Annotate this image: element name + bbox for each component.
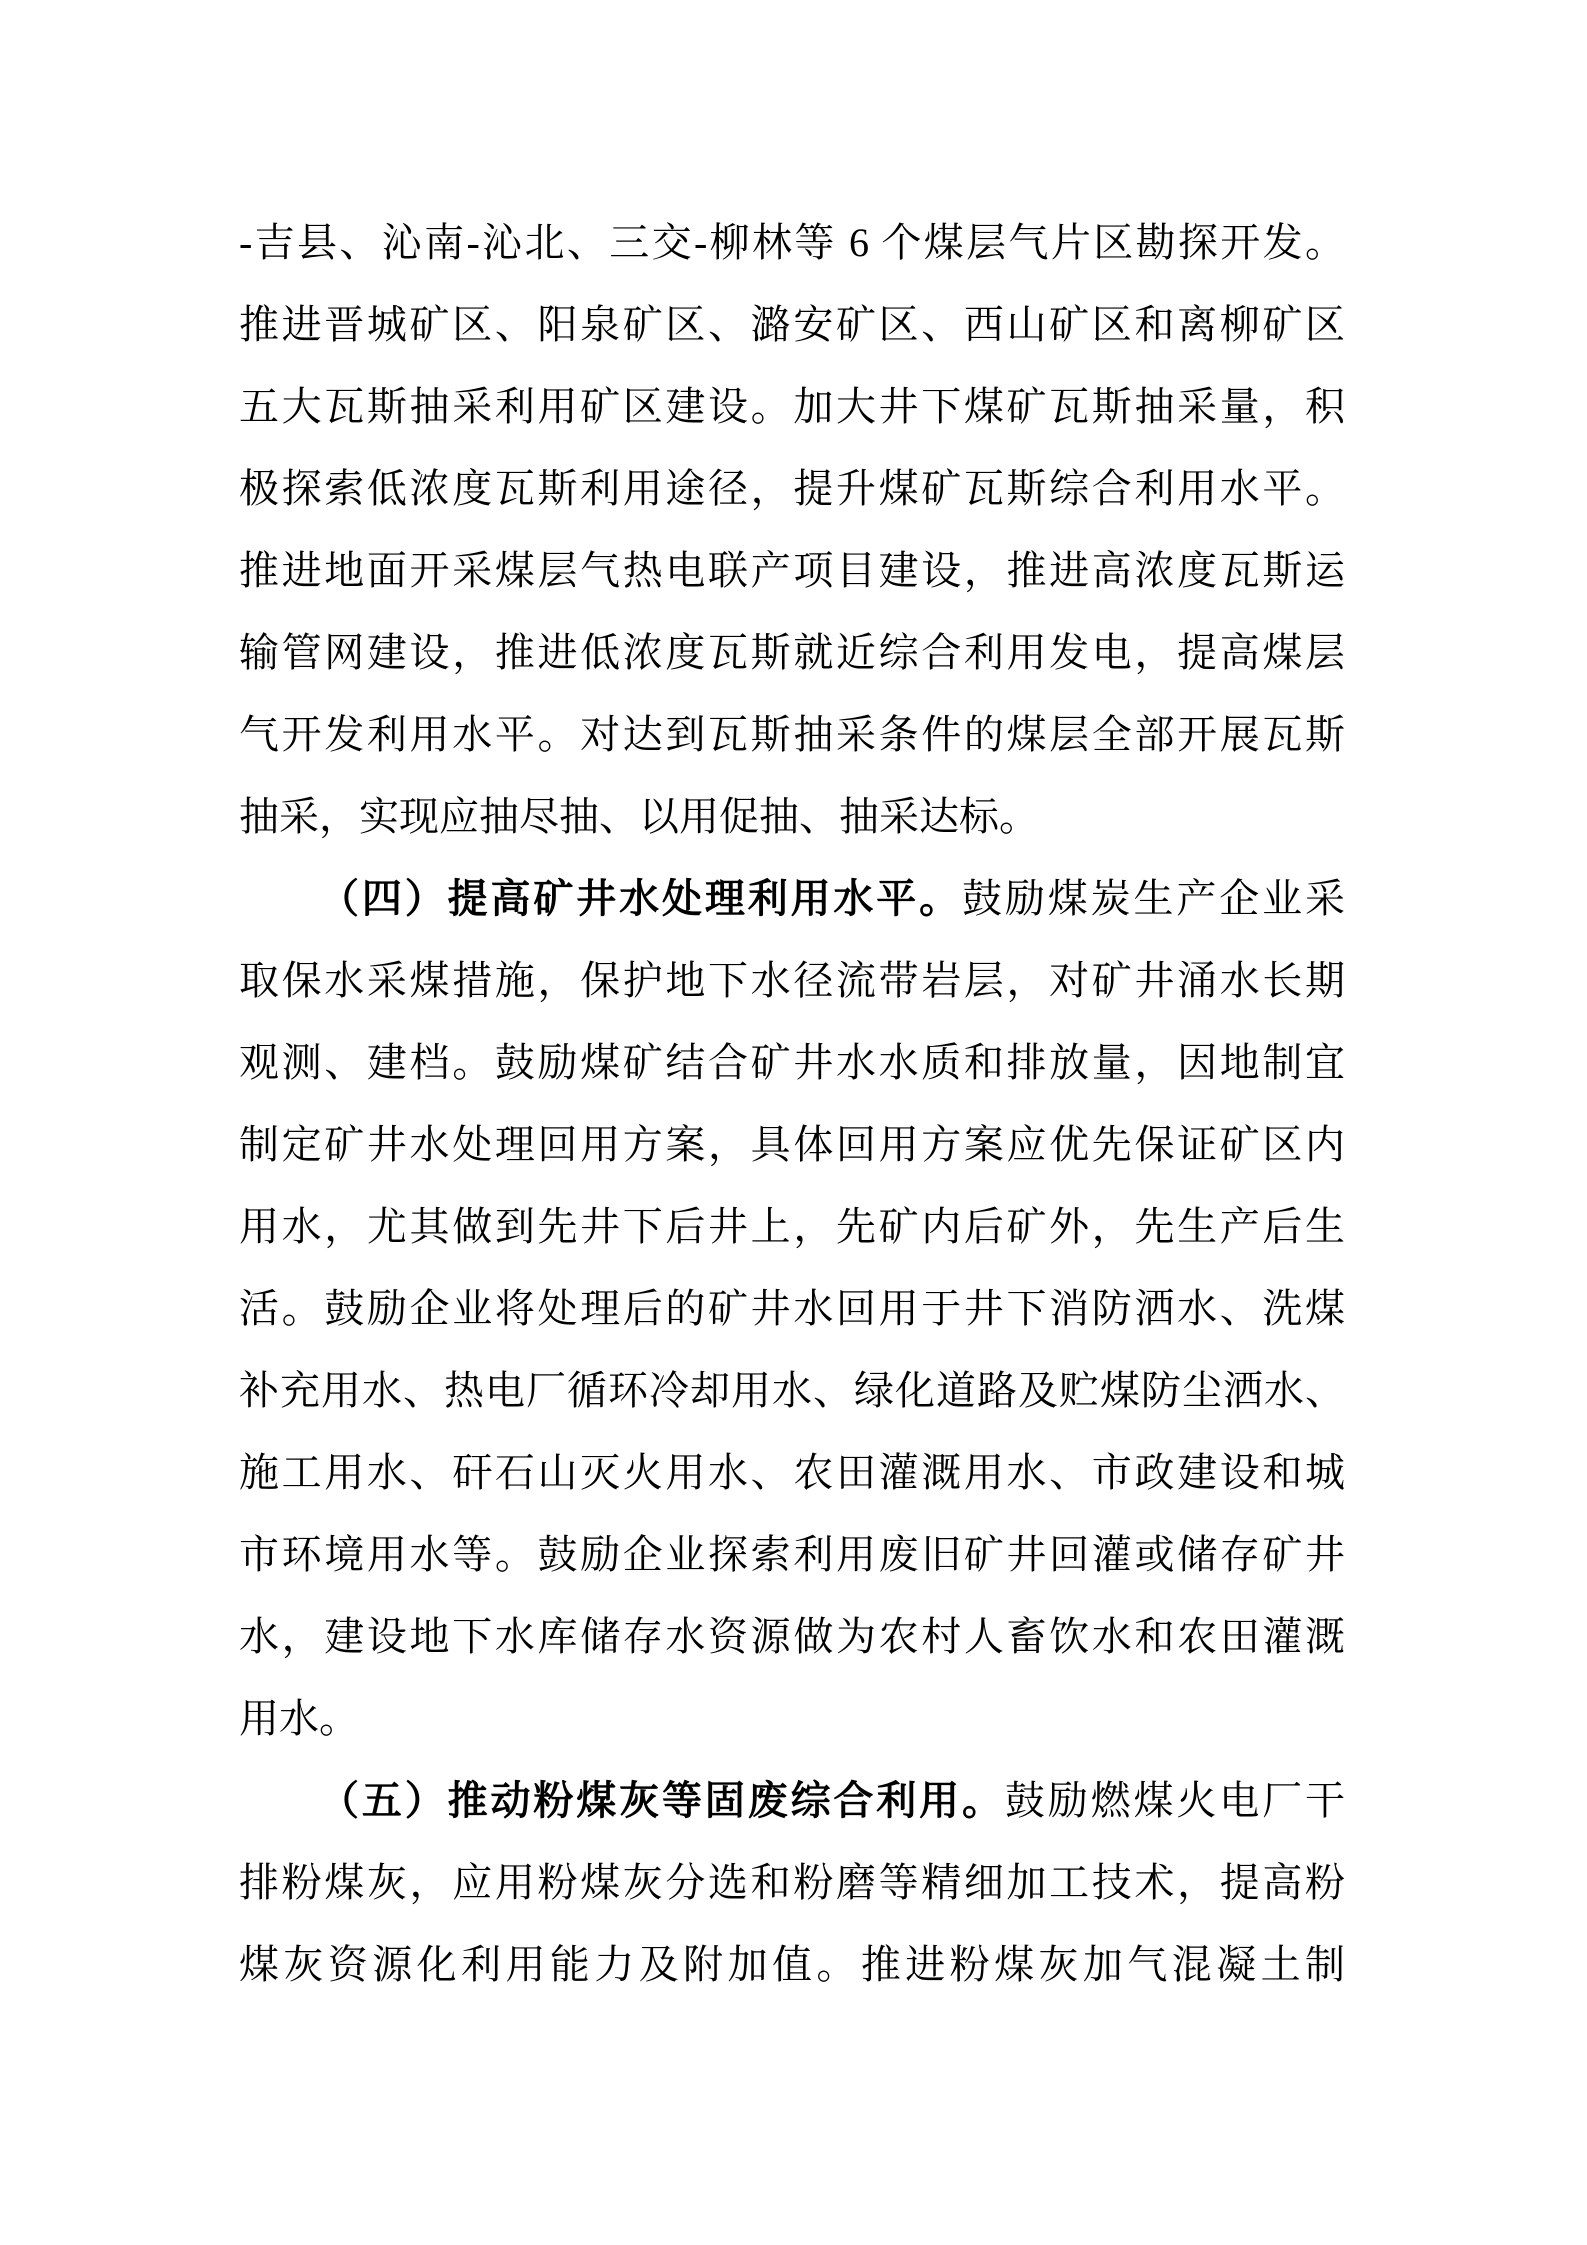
body-text: 市环境用水等。鼓励企业探索利用废旧矿井回灌或储存矿井 (239, 1532, 1345, 1577)
section-heading: （五）推动粉煤灰等固废综合利用。 (319, 1778, 1005, 1823)
body-text: -吉县、沁南-沁北、三交-柳林等 6 个煤层气片区勘探开发。 (239, 220, 1345, 265)
body-text: 气开发利用水平。对达到瓦斯抽采条件的煤层全部开展瓦斯 (239, 712, 1345, 757)
text-line (239, 1596, 1345, 1678)
document-text-block (239, 202, 1345, 2006)
section-heading: （四）提高矿井水处理利用水平。 (319, 876, 963, 921)
body-text: 观测、建档。鼓励煤矿结合矿井水水质和排放量，因地制宜 (239, 1040, 1345, 1085)
body-text: 用水，尤其做到先井下后井上，先矿内后矿外，先生产后生 (239, 1204, 1345, 1249)
text-line (239, 1514, 1345, 1596)
body-text: 施工用水、矸石山灭火用水、农田灌溉用水、市政建设和城 (239, 1450, 1345, 1495)
text-line (239, 1432, 1345, 1514)
body-text: 取保水采煤措施，保护地下水径流带岩层，对矿井涌水长期 (239, 958, 1345, 1003)
body-text: 制定矿井水处理回用方案，具体回用方案应优先保证矿区内 (239, 1122, 1345, 1167)
body-text: 煤灰资源化利用能力及附加值。推进粉煤灰加气混凝土制 (239, 1942, 1345, 1987)
text-line (239, 1104, 1345, 1186)
body-text: 排粉煤灰，应用粉煤灰分选和粉磨等精细加工技术，提高粉 (239, 1860, 1345, 1905)
text-line (239, 366, 1345, 448)
text-line (239, 1022, 1345, 1104)
body-text: 鼓励煤炭生产企业采 (962, 876, 1346, 921)
body-text: 五大瓦斯抽采利用矿区建设。加大井下煤矿瓦斯抽采量，积 (239, 384, 1345, 429)
text-line (239, 202, 1345, 284)
body-text: 抽采，实现应抽尽抽、以用促抽、抽采达标。 (239, 794, 1039, 839)
body-text: 推进晋城矿区、阳泉矿区、潞安矿区、西山矿区和离柳矿区 (239, 302, 1345, 347)
body-text: 水，建设地下水库储存水资源做为农村人畜饮水和农田灌溉 (239, 1614, 1345, 1659)
text-line (239, 940, 1345, 1022)
body-text: 补充用水、热电厂循环冷却用水、绿化道路及贮煤防尘洒水、 (239, 1368, 1345, 1413)
text-line (239, 530, 1345, 612)
body-text: 鼓励燃煤火电厂干 (1004, 1778, 1346, 1823)
text-line (239, 694, 1345, 776)
text-line (239, 1760, 1345, 1842)
body-text: 极探索低浓度瓦斯利用途径，提升煤矿瓦斯综合利用水平。 (239, 466, 1345, 511)
text-line (239, 284, 1345, 366)
text-line (239, 1350, 1345, 1432)
body-text: 推进地面开采煤层气热电联产项目建设，推进高浓度瓦斯运 (239, 548, 1345, 593)
text-line (239, 1842, 1345, 1924)
text-line (239, 1186, 1345, 1268)
text-line (239, 1678, 1345, 1760)
body-text: 活。鼓励企业将处理后的矿井水回用于井下消防洒水、洗煤 (239, 1286, 1345, 1331)
paragraph-section-four-mine-water (239, 858, 1345, 1760)
paragraph-coalbed-methane-continued (239, 202, 1345, 858)
text-line (239, 612, 1345, 694)
text-line (239, 1268, 1345, 1350)
body-text: 用水。 (239, 1696, 359, 1741)
paragraph-section-five-fly-ash (239, 1760, 1345, 2006)
text-line (239, 1924, 1345, 2006)
text-line (239, 776, 1345, 858)
body-text: 输管网建设，推进低浓度瓦斯就近综合利用发电，提高煤层 (239, 630, 1345, 675)
text-line (239, 858, 1345, 940)
text-line (239, 448, 1345, 530)
